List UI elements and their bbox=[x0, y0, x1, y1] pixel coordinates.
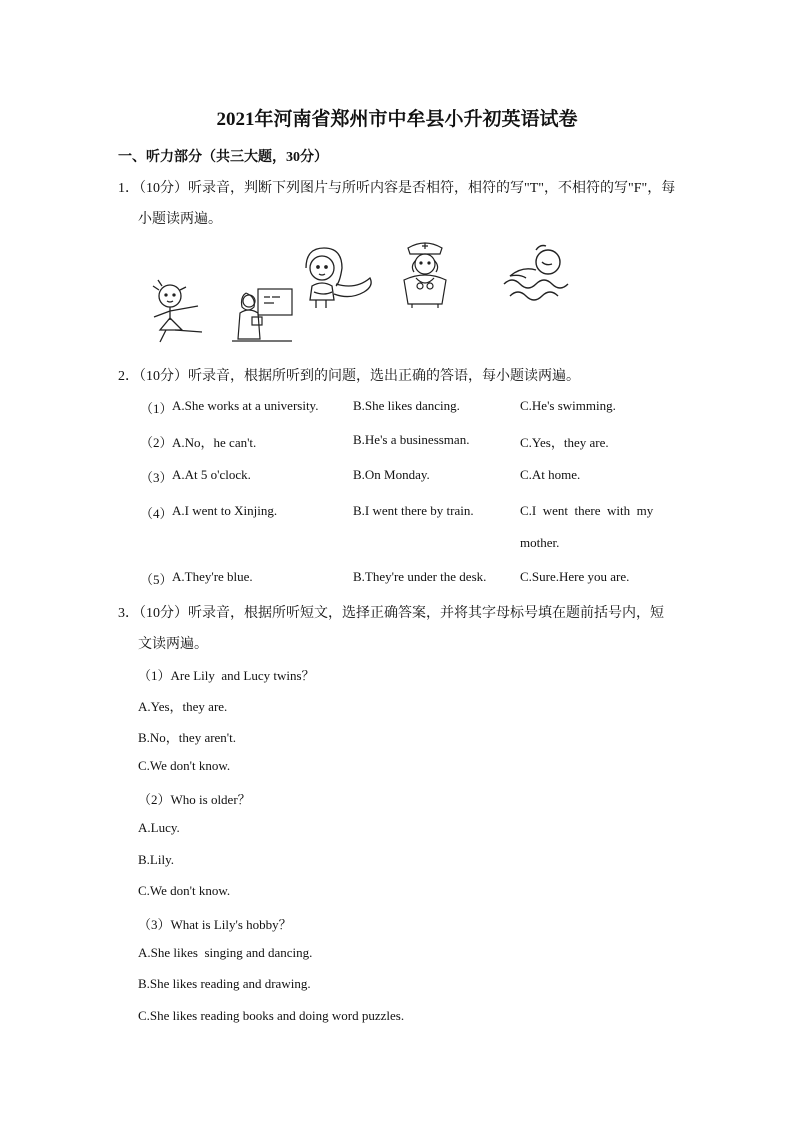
q2-row-4-option-b: B.I went there by train. bbox=[353, 503, 474, 518]
q2-row-4-option-a: A.I went to Xinjing. bbox=[172, 503, 278, 518]
nurse-picture bbox=[390, 240, 460, 310]
q2-instruction: 2．（10分）听录音，根据所听到的问题，选出正确的答语，每小题读两遍。 bbox=[118, 369, 580, 384]
q3-question-1-option-a: A.Yes，they are. bbox=[138, 699, 228, 714]
teacher-at-board-picture bbox=[232, 283, 294, 345]
q3-question-1: （1）Are Lily and Lucy twins？ bbox=[138, 668, 315, 683]
q3-question-2-option-c: C.We don't know. bbox=[138, 883, 231, 898]
q2-row-4-num: （4） bbox=[140, 506, 173, 521]
q2-row-1-option-b: B.She likes dancing. bbox=[353, 398, 460, 413]
section-heading: 一、听力部分（共三大题，30分） bbox=[118, 150, 328, 165]
q2-row-3-num: （3） bbox=[140, 470, 173, 485]
q3-question-2: （2）Who is older？ bbox=[138, 792, 251, 807]
q2-row-3-option-b: B.On Monday. bbox=[353, 467, 430, 482]
q3-question-3-option-b: B.She likes reading and drawing. bbox=[138, 976, 311, 991]
q3-question-2-option-b: B.Lily. bbox=[138, 852, 174, 867]
q3-instruction-line1: 3．（10分）听录音，根据所听短文，选择正确答案，并将其字母标号填在题前括号内，短 bbox=[118, 606, 664, 621]
q2-row-5-option-b: B.They're under the desk. bbox=[353, 569, 487, 584]
q2-row-2-option-b: B.He's a businessman. bbox=[353, 432, 470, 447]
q2-row-3-option-a: A.At 5 o'clock. bbox=[172, 467, 251, 482]
q3-question-2-option-a: A.Lucy. bbox=[138, 820, 180, 835]
q1-instruction-line2: 小题读两遍。 bbox=[138, 212, 222, 227]
q3-instruction-line2: 文读两遍。 bbox=[138, 637, 208, 652]
girl-dancing-picture bbox=[140, 280, 210, 344]
page-title: 2021年河南省郑州市中牟县小升初英语试卷 bbox=[216, 109, 578, 130]
girl-long-hair-picture bbox=[300, 246, 376, 312]
q3-question-3: （3）What is Lily's hobby？ bbox=[138, 917, 292, 932]
q3-question-3-option-c: C.She likes reading books and doing word puzzles. bbox=[138, 1008, 405, 1023]
q2-row-5-num: （5） bbox=[140, 572, 173, 587]
q2-row-1-option-c: C.He's swimming. bbox=[520, 398, 616, 413]
q2-row-2-option-a: A.No，he can't. bbox=[172, 435, 257, 450]
q2-row-3-option-c: C.At home. bbox=[520, 467, 581, 482]
q2-row-2-num: （2） bbox=[140, 435, 173, 450]
q2-row-2-option-c: C.Yes，they are. bbox=[520, 435, 609, 450]
q2-row-4-option-c-cont: mother. bbox=[520, 535, 560, 550]
q2-row-5-option-a: A.They're blue. bbox=[172, 569, 253, 584]
q3-question-1-option-c: C.We don't know. bbox=[138, 758, 231, 773]
q2-row-5-option-c: C.Sure.Here you are. bbox=[520, 569, 630, 584]
q2-row-1-option-a: A.She works at a university. bbox=[172, 398, 319, 413]
q2-row-4-option-c: C.I went there with my bbox=[520, 503, 654, 518]
q2-row-1-num: （1） bbox=[140, 401, 173, 416]
q3-question-3-option-a: A.She likes singing and dancing. bbox=[138, 945, 313, 960]
q3-question-1-option-b: B.No，they aren't. bbox=[138, 730, 237, 745]
q1-instruction-line1: 1．（10分）听录音，判断下列图片与所听内容是否相符，相符的写"T"，不相符的写"F"，每 bbox=[118, 181, 676, 196]
swimming-picture bbox=[500, 240, 576, 306]
